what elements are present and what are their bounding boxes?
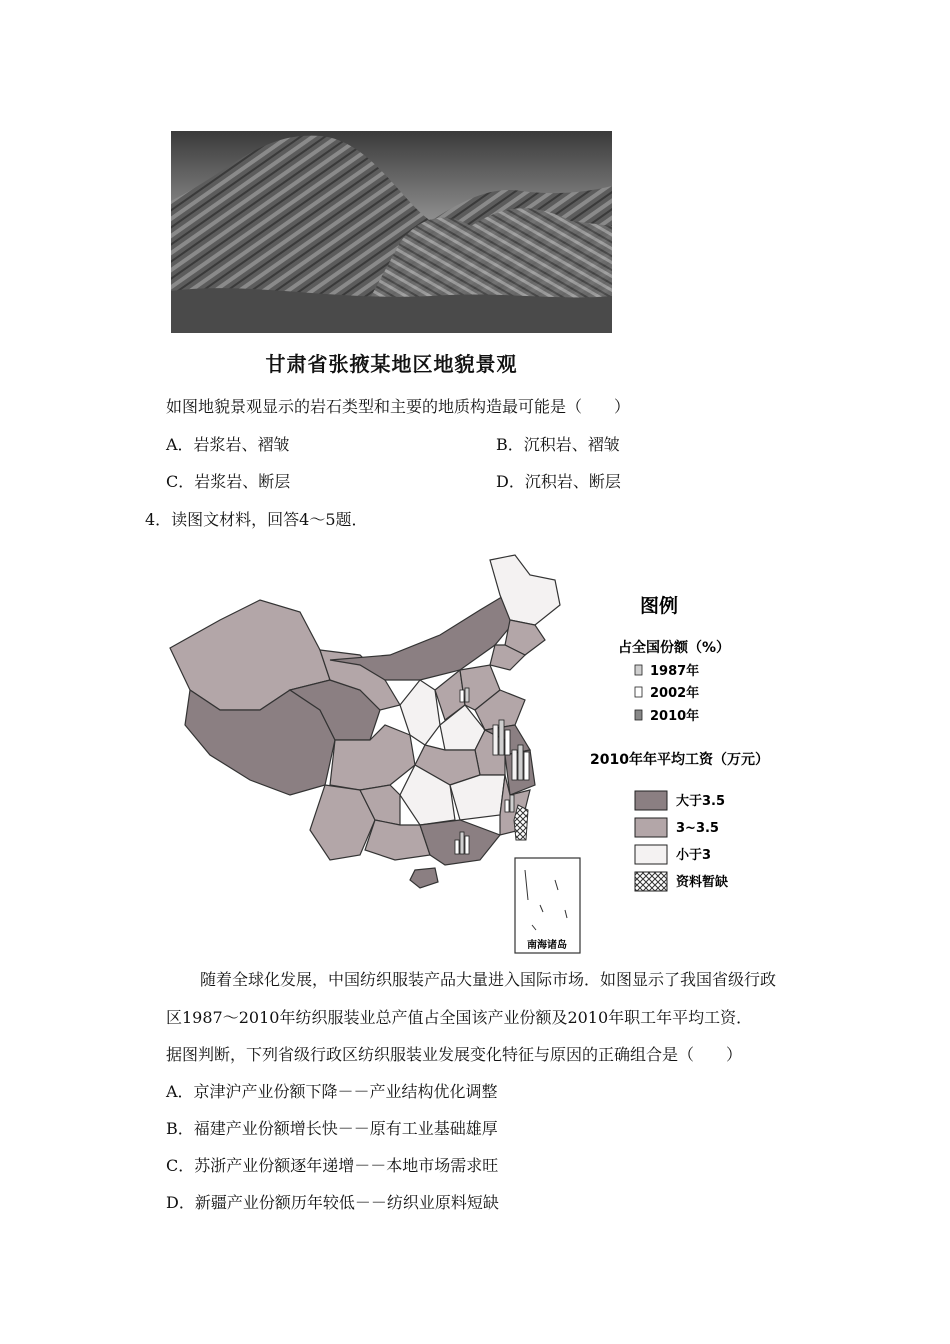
region-taiwan	[514, 805, 528, 840]
legend-share-heading: 占全国份额（%）	[618, 640, 731, 656]
legend-share-2002: 2002年	[650, 686, 700, 701]
q4-option-d: D．新疆产业份额历年较低－－纺织业原料短缺	[166, 1193, 499, 1212]
legend-wage-mid: 3~3.5	[676, 821, 719, 836]
legend-share-2010: 2010年	[650, 709, 700, 724]
q4-question: 据图判断，下列省级行政区纺织服装业发展变化特征与原因的正确组合是（ ）	[166, 1045, 743, 1064]
legend-wage-missing: 资料暂缺	[676, 875, 729, 890]
legend-wage-heading: 2010年年平均工资（万元）	[590, 752, 769, 768]
passage-line-2: 区1987～2010年纺织服装业总产值占全国该产业份额及2010年职工年平均工资．	[166, 1008, 753, 1027]
q4-intro: 4．读图文材料，回答4～5题．	[145, 510, 368, 529]
passage-line-1: 随着全球化发展，中国纺织服装产品大量进入国际市场．如图显示了我国省级行政	[200, 970, 777, 989]
legend-share-1987: 1987年	[650, 664, 700, 679]
q3-option-a: A．岩浆岩、褶皱	[166, 435, 290, 454]
inset-label: 南海诸岛	[527, 940, 567, 951]
q4-option-a: A．京津沪产业份额下降－－产业结构优化调整	[166, 1082, 498, 1101]
q3-option-d: D．沉积岩、断层	[496, 472, 621, 491]
landscape-photo	[171, 131, 612, 333]
legend-wage-low: 小于3	[676, 848, 712, 863]
q3-stem: 如图地貌景观显示的岩石类型和主要的地质构造最可能是（ ）	[166, 397, 631, 416]
legend-title: 图例	[640, 595, 679, 617]
legend-wage-high: 大于3.5	[676, 794, 726, 809]
photo-caption: 甘肃省张掖某地区地貌景观	[265, 352, 518, 376]
china-textile-map-figure	[160, 540, 800, 955]
region-hainan	[410, 868, 438, 888]
region-jiangxi	[450, 775, 505, 820]
q4-option-c: C．苏浙产业份额逐年递增－－本地市场需求旺	[166, 1156, 499, 1175]
q4-option-b: B．福建产业份额增长快－－原有工业基础雄厚	[166, 1119, 498, 1138]
q3-option-b: B．沉积岩、褶皱	[496, 435, 620, 454]
q3-option-c: C．岩浆岩、断层	[166, 472, 291, 491]
china-map-svg	[160, 540, 800, 955]
